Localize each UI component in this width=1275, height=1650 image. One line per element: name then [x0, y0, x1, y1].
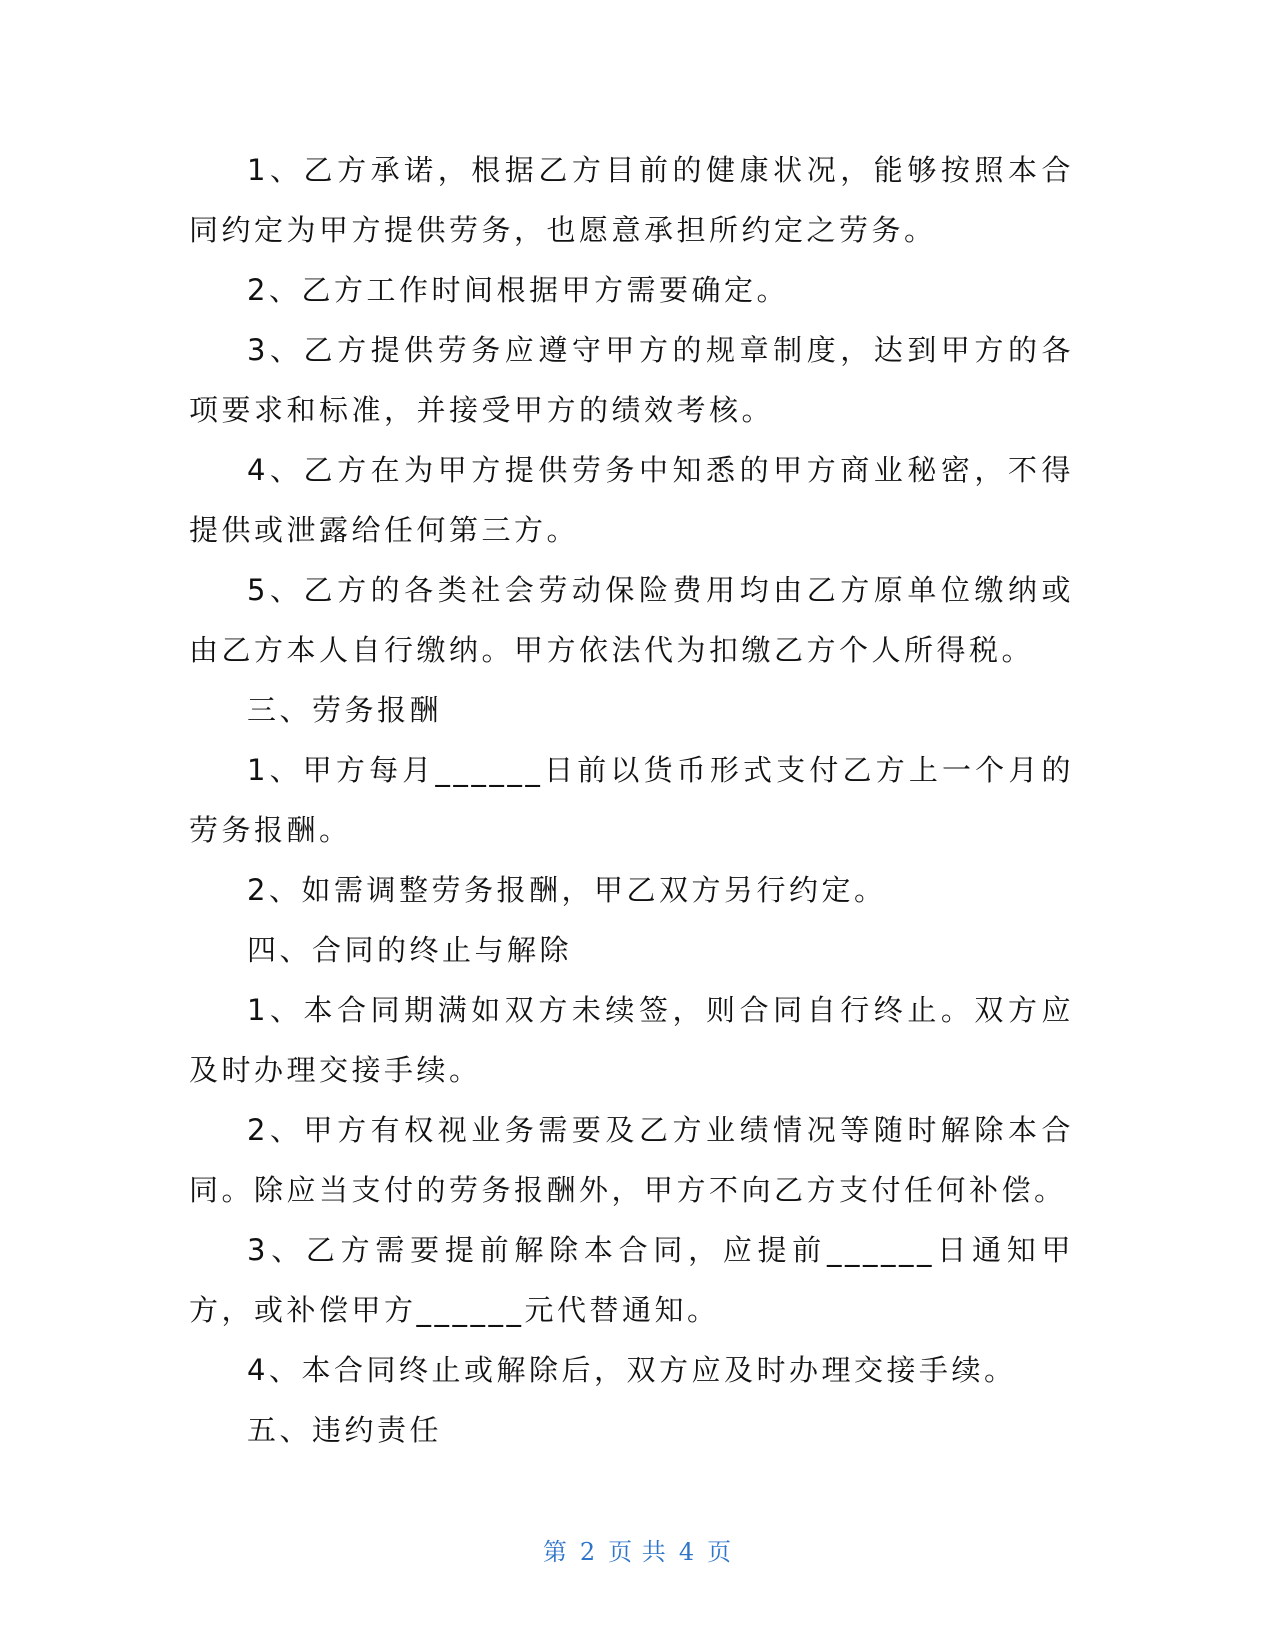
footer-suffix: 页: [707, 1538, 733, 1566]
section-heading: 三、劳务报酬: [247, 693, 443, 727]
footer-total-pages: 4: [678, 1538, 696, 1566]
clause-paragraph: 4、乙方在为甲方提供劳务中知悉的甲方商业秘密，不得提供或泄露给任何第三方。: [189, 453, 1074, 547]
section-heading: 四、合同的终止与解除: [247, 933, 573, 967]
clause-paragraph: 1、本合同期满如双方未续签，则合同自行终止。双方应及时办理交接手续。: [189, 993, 1074, 1087]
clause-paragraph: 4、本合同终止或解除后，双方应及时办理交接手续。: [247, 1353, 1017, 1387]
page-footer: [0, 1532, 1275, 1567]
section-heading: 五、违约责任: [247, 1413, 443, 1447]
clause-paragraph: 2、甲方有权视业务需要及乙方业绩情况等随时解除本合同。除应当支付的劳务报酬外，甲方不向乙方支付任何补偿。: [189, 1113, 1074, 1207]
clause-paragraph: 3、乙方提供劳务应遵守甲方的规章制度，达到甲方的各项要求和标准，并接受甲方的绩效考核。: [189, 333, 1074, 427]
clause-paragraph: 5、乙方的各类社会劳动保险费用均由乙方原单位缴纳或由乙方本人自行缴纳。甲方依法代为扣缴乙方个人所得税。: [189, 573, 1074, 667]
clause-paragraph: 1、甲方每月______日前以货币形式支付乙方上一个月的劳务报酬。: [189, 753, 1074, 847]
footer-prefix: 第: [542, 1538, 568, 1566]
footer-mid: 页 共: [608, 1538, 667, 1566]
document-body: [189, 140, 1074, 1460]
clause-paragraph: 1、乙方承诺，根据乙方目前的健康状况，能够按照本合同约定为甲方提供劳务，也愿意承担所约定之劳务。: [189, 153, 1074, 247]
footer-current-page: 2: [579, 1538, 597, 1566]
clause-paragraph: 2、如需调整劳务报酬，甲乙双方另行约定。: [247, 873, 887, 907]
clause-paragraph: 2、乙方工作时间根据甲方需要确定。: [247, 273, 789, 307]
clause-paragraph: 3、乙方需要提前解除本合同，应提前______日通知甲方，或补偿甲方______元代替通知。: [189, 1233, 1074, 1327]
